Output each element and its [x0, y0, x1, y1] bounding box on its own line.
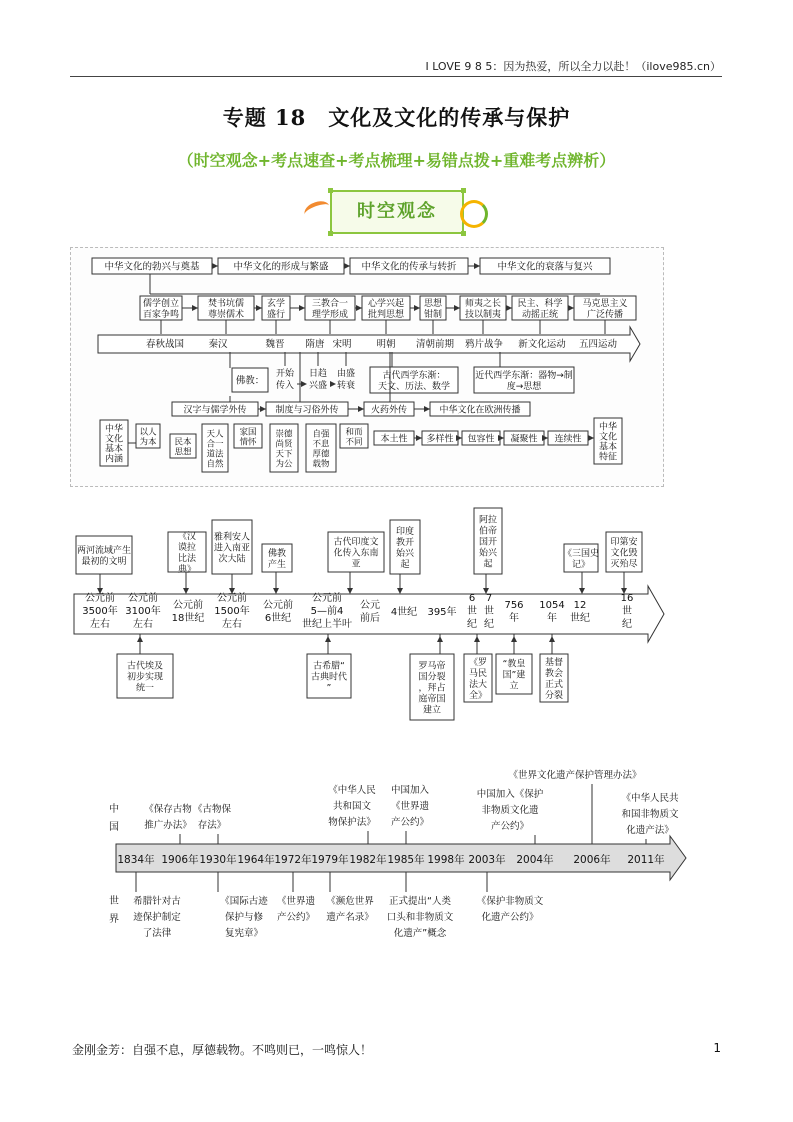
world-date-label: 左右 — [133, 619, 153, 630]
idea-box-label: 民主、科学 — [517, 299, 563, 309]
world-event-above-label: 伯帝 — [478, 526, 498, 537]
era-label: 魏晋 — [265, 339, 285, 350]
world-date-label: 756 — [504, 600, 524, 611]
world-date-label: 年 — [509, 613, 519, 624]
arrow-head — [260, 406, 266, 412]
arrow-head — [414, 305, 420, 311]
world-date-label: 世 — [622, 606, 632, 617]
connotation-box-label: 以人 — [139, 427, 157, 438]
connotation-box-label: 民本 — [174, 437, 192, 448]
arrow-head — [474, 636, 480, 642]
world-date-label: 1054 — [539, 600, 565, 611]
world-event-above-label: 两河流域产生 — [76, 546, 132, 556]
basic-characteristic-title-label: 基本 — [598, 442, 618, 453]
world-event-below-label: 庭帝国 — [418, 694, 446, 705]
arrow-head — [192, 305, 198, 311]
heritage-year-label: 1982年 — [349, 854, 387, 866]
world-event-above-label: 产生 — [267, 560, 287, 570]
transmission-box-label: 火药外传 — [370, 405, 408, 416]
stage-box-label: 中华文化的传承与转折 — [361, 261, 457, 273]
world-date-label: 395年 — [427, 607, 457, 618]
era-label: 清朝前期 — [415, 339, 455, 350]
heritage-year-label: 2003年 — [468, 854, 506, 866]
era-label: 隋唐 — [305, 339, 325, 350]
china-heritage-event: 《中华人民共 — [621, 793, 679, 804]
world-heritage-event: 正式提出“人类 — [389, 896, 451, 907]
buddhism-stage-1b: 传入 — [275, 381, 295, 391]
connotation-box-label: 合一 — [206, 439, 224, 450]
west-learning-modern-label: 近代西学东渐：器物→制 — [475, 371, 573, 381]
world-date-label: 纪 — [467, 619, 477, 630]
arrow-head — [456, 435, 462, 441]
connotation-box-label: 尚贤 — [275, 439, 293, 450]
characteristic-box-label: 连续性 — [554, 434, 582, 445]
world-event-above-label: 印第安 — [610, 537, 638, 548]
world-label-1: 世 — [109, 896, 119, 907]
connotation-box-label: 为公 — [275, 459, 293, 470]
heritage-year-label: 1964年 — [237, 854, 275, 866]
characteristic-box-label: 本土性 — [380, 434, 408, 445]
world-event-above-label: 比法 — [177, 554, 197, 564]
world-event-above-label: 始兴 — [395, 549, 415, 559]
connotation-box-label: 载物 — [312, 459, 330, 470]
china-heritage-event: 中国加入《保护 — [476, 789, 544, 800]
characteristic-box-label: 包容性 — [467, 434, 495, 445]
connotation-box-label: 不息 — [312, 439, 330, 450]
idea-box-label: 师夷之长 — [464, 299, 502, 309]
world-heritage-event: 迹保护制定 — [133, 912, 181, 923]
world-date-label: 公元前 — [217, 593, 247, 604]
stage-box-label: 中华文化的形成与繁盛 — [233, 261, 329, 273]
west-learning-ancient-label: 古代西学东渐： — [382, 371, 446, 381]
era-label: 春秋战国 — [145, 339, 185, 350]
world-event-above-label: 亚 — [351, 559, 361, 570]
section-badge-label: 时空观念 — [357, 201, 437, 222]
arrow-head — [542, 435, 548, 441]
arrow-head — [506, 305, 512, 311]
characteristic-box-label: 多样性 — [426, 434, 454, 445]
world-event-below-label: ，拜占 — [418, 683, 446, 694]
idea-box-label: 技以制夷 — [464, 310, 502, 320]
buddhism-stage-3b: 转衰 — [336, 381, 356, 391]
connotation-box-label: 道法 — [206, 449, 224, 460]
arrow-head — [498, 435, 504, 441]
world-event-below-label: 建立 — [422, 705, 442, 716]
world-date-label: 前后 — [360, 613, 380, 624]
china-heritage-event: 《世界遗 — [390, 801, 430, 812]
world-event-below-label: 古代埃及 — [126, 661, 164, 672]
footer-motto: 金刚金芳：自强不息，厚德载物。不鸣则已，一鸣惊人！ — [72, 1043, 373, 1057]
world-event-above-label: 典》 — [177, 565, 197, 575]
arrow-head — [137, 636, 143, 642]
world-date-label: 4世纪 — [390, 607, 418, 618]
china-label-1: 中 — [109, 804, 119, 815]
era-label: 新文化运动 — [518, 339, 566, 350]
world-date-label: 18世纪 — [171, 613, 205, 624]
world-event-below-label: 基督 — [544, 658, 564, 668]
world-heritage-event: 《保护非物质文 — [476, 896, 544, 907]
arrow-head — [347, 588, 353, 594]
buddhism-stage-2b: 兴盛 — [308, 381, 328, 391]
world-heritage-event: 口头和非物质文 — [386, 912, 454, 923]
china-heritage-event: 推广办法》 — [144, 820, 192, 831]
world-event-below-label: ” — [326, 683, 332, 694]
basic-connotation-title-label: 中华 — [104, 424, 124, 435]
world-event-below-label: 立 — [509, 681, 519, 692]
arrow-head — [183, 588, 189, 594]
world-date-label: 5—前4 — [310, 606, 344, 617]
china-heritage-event: 《世界文化遗产保护管理办法》 — [508, 770, 642, 781]
idea-box-label: 盛行 — [266, 310, 286, 320]
china-label-2: 国 — [109, 822, 119, 833]
stage-box-label: 中华文化的勃兴与奠基 — [104, 261, 200, 273]
connotation-box-label: 思想 — [174, 447, 192, 458]
heritage-year-label: 1930年 — [199, 854, 237, 866]
idea-box-label: 批判思想 — [367, 310, 405, 320]
world-event-above-label: 《三国史 — [562, 549, 600, 559]
world-event-below-label: 教会 — [544, 669, 564, 679]
world-event-below-label: 国分裂 — [418, 672, 446, 683]
world-date-label: 年 — [547, 613, 557, 624]
arrow-head — [325, 636, 331, 642]
west-learning-modern-label: 度→思想 — [506, 382, 542, 392]
arrow-head — [256, 305, 262, 311]
arrow-head — [579, 588, 585, 594]
world-event-below-label: 分裂 — [544, 691, 564, 701]
world-date-label: 3100年 — [125, 606, 161, 617]
world-event-below-label: 国”建 — [502, 670, 526, 681]
china-heritage-event: 非物质文化遗 — [481, 805, 539, 816]
basic-characteristic-title-label: 文化 — [598, 432, 618, 443]
world-date-label: 世纪 — [570, 613, 590, 624]
idea-box-label: 焚书坑儒 — [207, 299, 245, 309]
stage-arrow-head — [474, 263, 480, 269]
heritage-year-label: 2006年 — [573, 854, 611, 866]
heritage-year-label: 2004年 — [516, 854, 554, 866]
stage-arrow-head — [212, 263, 218, 269]
world-event-above-label: 起 — [483, 559, 493, 570]
heritage-year-label: 1998年 — [427, 854, 465, 866]
world-heritage-event: 《国际古迹 — [220, 896, 268, 907]
world-heritage-event: 希腊针对古 — [133, 896, 181, 907]
heritage-year-label: 1834年 — [117, 854, 155, 866]
arrow-head — [301, 381, 307, 387]
world-event-above-label: 文化毁 — [610, 548, 638, 559]
world-heritage-event: 化遗产”概念 — [393, 928, 447, 939]
arrow-head — [549, 636, 555, 642]
world-heritage-event: 遗产名录》 — [326, 912, 374, 923]
stage-arrow-head — [344, 263, 350, 269]
arrow-head — [358, 406, 364, 412]
basic-connotation-title-label: 文化 — [104, 434, 124, 445]
arrow-head — [424, 406, 430, 412]
world-event-below-label: 初步实现 — [126, 672, 164, 683]
china-heritage-event: 物保护法》 — [328, 817, 376, 828]
heritage-year-label: 1972年 — [274, 854, 312, 866]
era-label: 宋明 — [332, 339, 352, 350]
arrow-head — [568, 305, 574, 311]
connotation-box-label: 不同 — [345, 437, 363, 448]
world-date-label: 1500年 — [214, 606, 250, 617]
characteristic-box-label: 凝聚性 — [510, 434, 538, 445]
page-number: 1 — [713, 1041, 721, 1055]
world-event-above-label: 《汉 — [177, 532, 197, 542]
world-event-above-label: 谟拉 — [177, 543, 197, 553]
world-date-label: 世纪上半叶 — [302, 619, 352, 630]
arrow-head — [437, 636, 443, 642]
idea-box-label: 百家争鸣 — [142, 310, 180, 320]
world-event-below-label: 法大 — [468, 680, 488, 690]
world-date-label: 6世纪 — [264, 613, 292, 624]
world-heritage-event: 化遗产公约》 — [481, 912, 539, 923]
world-date-label: 纪 — [484, 619, 494, 630]
arrow-head — [454, 305, 460, 311]
world-date-label: 3500年 — [82, 606, 118, 617]
idea-box-label: 玄学 — [266, 299, 286, 309]
world-date-label: 纪 — [622, 619, 632, 630]
connotation-box-label: 天人 — [206, 429, 224, 440]
page-header: I LOVE 9 8 5：因为热爱，所以全力以赴！（ilove985.cn） — [425, 60, 721, 73]
world-event-above-label: 记》 — [571, 560, 591, 570]
world-event-below-label: 正式 — [544, 680, 564, 690]
world-event-above-label: 佛教 — [267, 549, 287, 559]
world-event-above-label: 国开 — [478, 537, 498, 548]
basic-characteristic-title-label: 中华 — [598, 422, 618, 433]
connotation-box-label: 为本 — [139, 437, 157, 448]
china-heritage-event: 《古物保 — [192, 804, 232, 815]
idea-box-label: 心学兴起 — [367, 299, 405, 309]
heritage-year-label: 2011年 — [627, 854, 665, 866]
arrow-head — [273, 588, 279, 594]
era-label: 秦汉 — [208, 339, 228, 350]
china-heritage-event: 《中华人民 — [328, 785, 376, 796]
world-heritage-event: 《世界遗 — [276, 896, 316, 907]
world-date-label: 世 — [467, 606, 477, 617]
transmission-box-label: 中华文化在欧洲传播 — [439, 405, 521, 416]
china-heritage-event: 产公约》 — [390, 817, 430, 828]
world-date-label: 7 — [485, 593, 493, 604]
world-event-above-label: 教开 — [395, 538, 415, 548]
buddhism-stage-2: 日趋 — [308, 369, 328, 379]
connotation-box-label: 情怀 — [239, 437, 257, 448]
idea-box-label: 尊崇儒术 — [207, 310, 245, 320]
world-heritage-event: 产公约》 — [276, 912, 316, 923]
world-date-label: 6 — [468, 593, 476, 604]
arrow-head — [511, 636, 517, 642]
world-date-label: 公元前 — [312, 593, 342, 604]
page-title: 专题 18 文化及文化的传承与保护 — [222, 105, 571, 130]
world-date-label: 公元前 — [173, 600, 203, 611]
heritage-year-label: 1979年 — [311, 854, 349, 866]
world-event-above-label: 起 — [400, 560, 410, 570]
world-event-above-label: 始兴 — [478, 548, 498, 559]
buddhism-label-label: 佛教： — [235, 375, 265, 387]
world-event-above-label: 次大陆 — [218, 554, 246, 565]
world-date-label: 世 — [484, 606, 494, 617]
world-date-label: 公元前 — [263, 600, 293, 611]
west-learning-ancient-label: 天文、历法、数学 — [377, 382, 451, 392]
basic-connotation-title-label: 基本 — [104, 444, 124, 455]
world-event-below-label: 马民 — [468, 669, 488, 679]
connotation-box-label: 厚德 — [312, 449, 330, 460]
china-heritage-event: 和国非物质文 — [621, 809, 679, 820]
world-date-label: 左右 — [90, 619, 110, 630]
world-event-below-label: 罗马帝 — [418, 661, 446, 672]
world-event-above-label: 古代印度文 — [333, 537, 379, 548]
china-heritage-event: 《保存古物 — [144, 804, 192, 815]
world-date-label: 16 — [620, 593, 634, 604]
china-heritage-event: 存法》 — [197, 820, 227, 831]
stage-box-label: 中华文化的衰落与复兴 — [497, 261, 593, 273]
world-date-label: 公元前 — [128, 593, 158, 604]
idea-box-label: 三教合一 — [311, 299, 349, 309]
world-date-label: 公元前 — [85, 593, 115, 604]
transmission-box-label: 制度与习俗外传 — [275, 405, 339, 416]
world-heritage-event: 了法律 — [142, 928, 172, 939]
arrow-head — [588, 435, 594, 441]
idea-box-label: 动摇正统 — [521, 310, 559, 320]
era-label: 鸦片战争 — [464, 339, 504, 350]
idea-box-label: 儒学创立 — [142, 299, 180, 309]
heritage-year-label: 1906年 — [161, 854, 199, 866]
world-label-2: 界 — [109, 914, 119, 925]
world-event-below-label: 《罗 — [468, 658, 488, 668]
arrow-head — [356, 305, 362, 311]
world-event-above-label: 最初的文明 — [81, 557, 127, 567]
idea-box-label: 广泛传播 — [586, 310, 624, 320]
page-subtitle: （时空观念+考点速查+考点梳理+易错点拨+重难考点辨析） — [177, 151, 616, 170]
world-date-label: 左右 — [222, 619, 242, 630]
arrow-head — [299, 305, 305, 311]
era-label: 明朝 — [376, 339, 396, 350]
world-event-above-label: 进入南亚 — [213, 543, 251, 554]
china-heritage-event: 产公约》 — [490, 821, 530, 832]
world-date-label: 公元 — [360, 600, 380, 611]
era-label: 五四运动 — [578, 339, 618, 350]
buddhism-stage-1: 开始 — [275, 369, 295, 379]
china-heritage-event: 共和国文 — [332, 801, 372, 812]
connotation-box-label: 和而 — [345, 427, 363, 438]
china-heritage-event: 化遗产法》 — [626, 825, 674, 836]
world-date-label: 12 — [573, 600, 587, 611]
connotation-box-label: 崇德 — [275, 429, 293, 440]
china-heritage-event: 中国加入 — [390, 785, 430, 796]
world-event-above-label: 雅利安人 — [213, 532, 251, 543]
arrow-head — [330, 381, 336, 387]
world-heritage-event: 保护与修 — [224, 912, 264, 923]
transmission-box-label: 汉字与儒学外传 — [183, 405, 247, 416]
basic-characteristic-title-label: 特征 — [598, 452, 618, 463]
connotation-box-label: 自然 — [206, 459, 224, 470]
arrow-head — [397, 588, 403, 594]
basic-connotation-title-label: 内涵 — [104, 454, 124, 465]
world-heritage-event: 《濒危世界 — [326, 896, 374, 907]
world-event-above-label: 印度 — [395, 527, 415, 537]
world-event-below-label: “教皇 — [502, 659, 526, 670]
heritage-year-label: 1985年 — [387, 854, 425, 866]
world-event-below-label: 古希腊“ — [313, 661, 345, 672]
idea-box-label: 钳制 — [423, 310, 443, 320]
world-event-below-label: 统一 — [135, 683, 155, 694]
idea-box-label: 思想 — [423, 299, 443, 309]
world-event-below-label: 全》 — [468, 691, 488, 701]
idea-box-label: 理学形成 — [311, 310, 349, 320]
world-event-above-label: 化传入东南 — [333, 548, 379, 559]
world-event-above-label: 灭殆尽 — [610, 559, 638, 570]
connotation-box-label: 自强 — [312, 429, 330, 440]
connotation-box-label: 天下 — [275, 449, 293, 460]
idea-box-label: 马克思主义 — [582, 299, 628, 309]
world-event-below-label: 古典时代 — [310, 672, 348, 683]
arrow-head — [416, 435, 422, 441]
world-heritage-event: 复宪章》 — [224, 928, 264, 939]
world-event-above-label: 阿拉 — [478, 515, 498, 526]
connotation-box-label: 家国 — [239, 427, 257, 438]
buddhism-stage-3: 由盛 — [336, 369, 356, 379]
